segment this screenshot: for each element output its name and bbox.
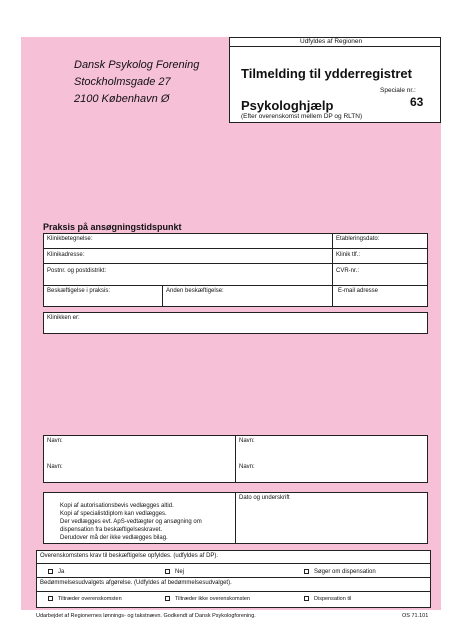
klinik-tlf-label[interactable]: Klinik tlf.: bbox=[336, 252, 361, 258]
tiltraeder-label: Tiltræder overenskomsten bbox=[58, 596, 122, 602]
klinikken-er-label: Klinikken er: bbox=[47, 315, 80, 321]
attachments-col-divider bbox=[235, 492, 236, 544]
etableringsdato-label[interactable]: Etableringsdato: bbox=[336, 236, 380, 242]
beskaeftigelse-label[interactable]: Beskæftigelse i praksis: bbox=[47, 288, 111, 294]
sender-line-1: Dansk Psykolog Forening bbox=[74, 59, 200, 71]
grid-col-divider-mid bbox=[162, 285, 163, 307]
dispensation-checkbox[interactable] bbox=[304, 569, 309, 574]
overenskomst-question: Overenskomstens krav til beskæftigelse opfyldes. (udfyldes af DP). bbox=[40, 553, 219, 559]
attachment-line-2: Kopi af specialistdiplom kan vedlægges. bbox=[60, 511, 167, 517]
grid-col-divider-right bbox=[332, 233, 333, 285]
email-label[interactable]: E-mail adresse bbox=[338, 288, 379, 294]
ja-label: Ja bbox=[58, 569, 65, 575]
navn-3-label[interactable]: Navn: bbox=[47, 464, 63, 470]
cvr-label[interactable]: CVR-nr.: bbox=[336, 268, 360, 274]
regionen-divider bbox=[229, 46, 441, 47]
nej-label: Nej bbox=[175, 569, 185, 575]
regionen-note: Udfyldes af Regionen bbox=[300, 38, 363, 45]
nej-checkbox[interactable] bbox=[165, 569, 170, 574]
sender-line-3: 2100 København Ø bbox=[74, 93, 170, 105]
anden-beskaeftigelse-label[interactable]: Anden beskæftigelse: bbox=[166, 288, 224, 294]
overenskomst-divider-3 bbox=[36, 591, 431, 592]
overenskomst-divider-2 bbox=[36, 577, 431, 578]
speciale-value: 63 bbox=[410, 95, 424, 109]
bedoemmelse-label: Bedømmelsesudvalgets afgørelse. (Udfyldes af bedømmelsesudvalget). bbox=[40, 580, 232, 586]
klinikadresse-label[interactable]: Klinikadresse: bbox=[47, 252, 85, 258]
grid-row-divider-2 bbox=[43, 263, 428, 264]
attachment-line-5: Derudover må der ikke vedlægges bilag. bbox=[60, 535, 168, 541]
page-title: Tilmelding til ydderregistret bbox=[241, 66, 412, 81]
grid-col-divider-email bbox=[332, 285, 333, 307]
attachment-line-4: dispensation fra beskæftigelseskravet. bbox=[60, 527, 163, 533]
navn-1-label[interactable]: Navn: bbox=[47, 438, 63, 444]
tiltraeder-ikke-label: Tiltræder ikke overenskomsten bbox=[175, 596, 250, 602]
grid-row-divider-1 bbox=[43, 248, 428, 249]
subtitle: Psykologhjælp bbox=[241, 98, 334, 113]
postnr-label[interactable]: Postnr. og postdistrikt: bbox=[47, 268, 107, 274]
grid-row-divider-3 bbox=[43, 285, 428, 286]
sender-line-2: Stockholmsgade 27 bbox=[74, 76, 171, 88]
attachment-line-3: Der vedlægges evt. ApS-vedtægter og ansøgning om bbox=[60, 519, 202, 525]
names-col-divider bbox=[235, 435, 236, 483]
speciale-label: Speciale nr.: bbox=[380, 87, 416, 94]
dispensation-til-checkbox[interactable] bbox=[304, 596, 309, 601]
klinikbetegnelse-label[interactable]: Klinikbetegnelse: bbox=[47, 236, 93, 242]
footer-code: OS 71.101 bbox=[402, 613, 429, 619]
footer-text: Udarbejdet af Regionernes lønnings- og takstnævn. Godkendt af Dansk Psykologforening. bbox=[36, 613, 256, 619]
ja-checkbox[interactable] bbox=[48, 569, 53, 574]
praksis-heading: Praksis på ansøgningstidspunkt bbox=[43, 222, 182, 232]
navn-4-label[interactable]: Navn: bbox=[239, 464, 255, 470]
subtitle-note: (Efter overenskomst mellem DP og RLTN) bbox=[241, 113, 363, 120]
navn-2-label[interactable]: Navn: bbox=[239, 438, 255, 444]
overenskomst-divider-1 bbox=[36, 563, 431, 564]
tiltraeder-ikke-checkbox[interactable] bbox=[165, 596, 170, 601]
dispensation-til-label: Dispensation til bbox=[314, 596, 352, 602]
signature-label[interactable]: Dato og underskrift bbox=[239, 495, 290, 501]
klinikken-er-field[interactable] bbox=[43, 312, 428, 334]
attachment-line-1: Kopi af autorisationsbevis vedlægges altid. bbox=[60, 503, 174, 509]
tiltraeder-checkbox[interactable] bbox=[48, 596, 53, 601]
dispensation-label: Søger om dispensation bbox=[314, 569, 376, 575]
